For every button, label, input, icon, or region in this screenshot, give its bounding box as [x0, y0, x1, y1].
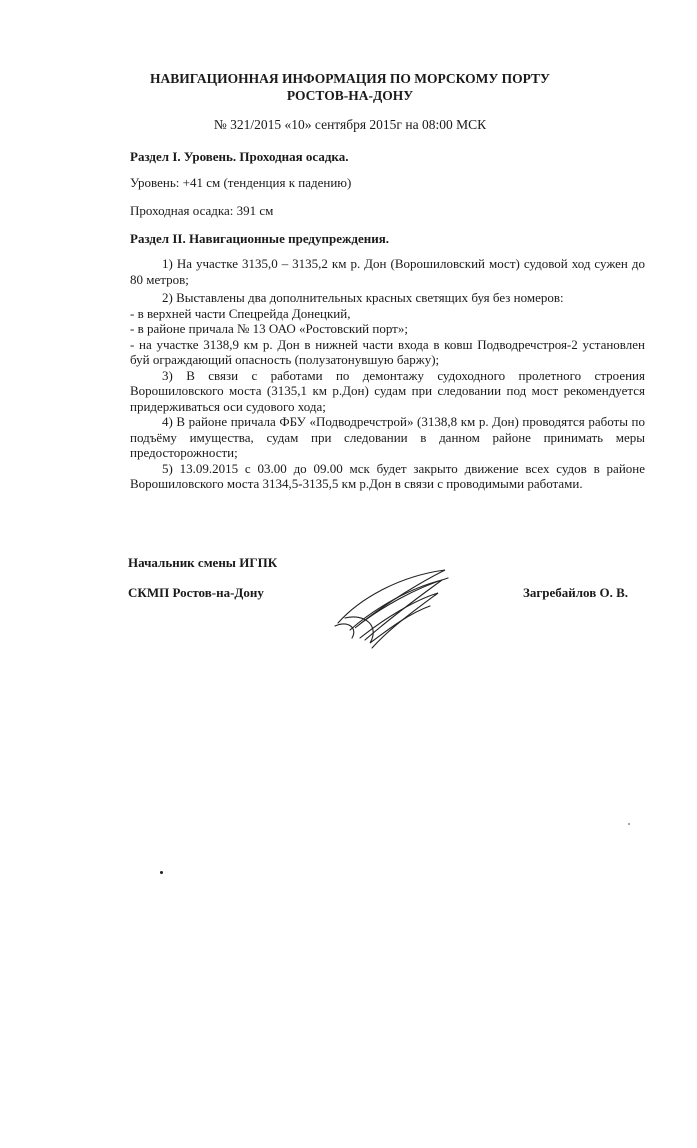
signer-position: Начальник смены ИГПК: [128, 555, 278, 570]
water-level: Уровень: +41 см (тенденция к падению): [130, 175, 352, 190]
warnings-list: [130, 256, 645, 492]
warning-item-3: 3) В связи с работами по демонтажу судоходного пролетного строения Ворошиловского моста (3135,1 км р.Дон) судам при следовании под мост рекомендуется придерживаться оси судового хода;: [130, 367, 645, 414]
handwritten-signature: [330, 568, 460, 653]
warning-item-4: 4) В районе причала ФБУ «Подводречстрой» (3138,8 км р. Дон) проводятся работы по подъёму имущества, судам при следовании в данном районе принимать меры предосторожности;: [130, 414, 645, 460]
warning-item-2-sub-2: - в районе причала № 13 ОАО «Ростовский порт»;: [130, 321, 408, 336]
signer-organization: СКМП Ростов-на-Дону: [128, 585, 264, 600]
warning-item-2-sub-3: - на участке 3138,9 км р. Дон в нижней части входа в ковш Подводречстроя-2 установлен буй ограждающий опасность (полузатонувшую баржу);: [130, 336, 645, 367]
section1-heading: Раздел I. Уровень. Проходная осадка.: [130, 149, 349, 164]
section2-heading: Раздел II. Навигационные предупреждения.: [130, 231, 390, 246]
passage-draft: Проходная осадка: 391 см: [130, 203, 274, 218]
warning-item-2-sub-1: - в верхней части Спецрейда Донецкий,: [130, 305, 351, 321]
warning-item-2: 2) Выставлены два дополнительных красных светящих буя без номеров:: [162, 290, 564, 305]
document-title: НАВИГАЦИОННАЯ ИНФОРМАЦИЯ ПО МОРСКОМУ ПОРТУ РОСТОВ-НА-ДОНУ: [150, 71, 550, 103]
warning-item-5: 5) 13.09.2015 с 03.00 до 09.00 мск будет закрыто движение всех судов в районе Ворошиловского моста 3134,5-3135,5 км р.Дон в связи с проводимыми работами.: [130, 460, 645, 491]
document-number-line: № 321/2015 «10» сентября 2015г на 08:00 МСК: [213, 117, 487, 132]
scan-speck-small: [628, 823, 630, 825]
scan-speck: [160, 871, 163, 874]
signer-name: Загребайлов О. В.: [523, 585, 629, 600]
warning-item-1: 1) На участке 3135,0 – 3135,2 км р. Дон (Ворошиловский мост) судовой ход сужен до 80 метров;: [130, 256, 645, 287]
